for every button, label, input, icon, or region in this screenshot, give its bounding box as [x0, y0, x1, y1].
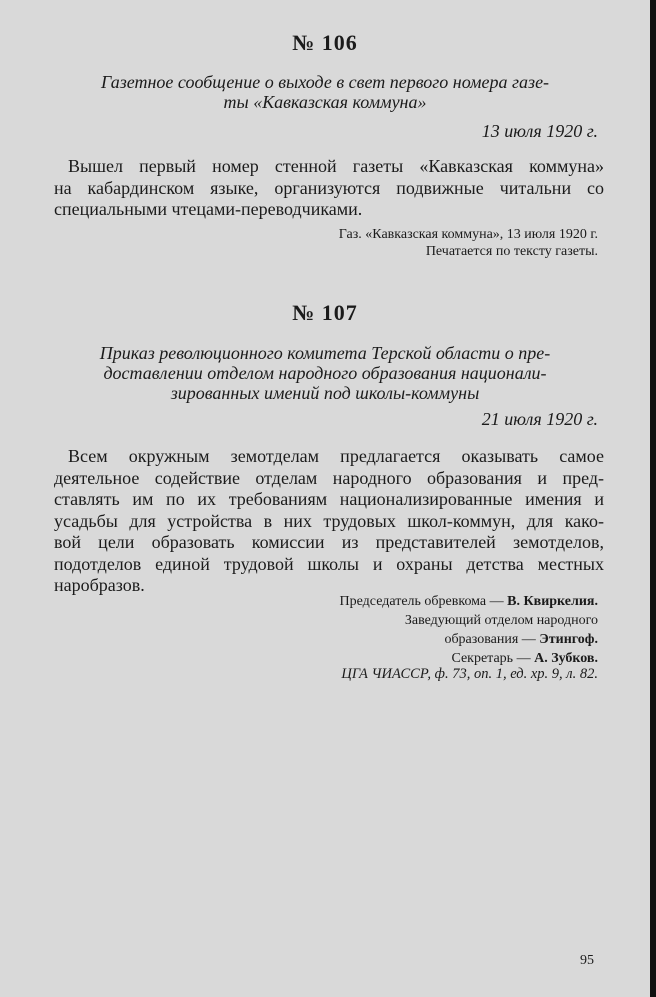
- page-number: 95: [580, 953, 594, 968]
- doc-106-source-line-2: Печатается по тексту газеты.: [425, 244, 598, 259]
- doc-107-body-line-2: деятельное содействие отделам народного образования и пред-: [54, 467, 604, 488]
- signature-head-role-2: образования —: [444, 632, 536, 647]
- signature-head-name: Этингоф.: [539, 632, 598, 647]
- signature-secretary-name: А. Зубков.: [534, 651, 598, 666]
- doc-107-date: 21 июля 1920 г.: [481, 409, 598, 429]
- signature-secretary-role: Секретарь —: [451, 651, 531, 666]
- signature-chairman-role: Председатель обревкома —: [339, 594, 504, 609]
- doc-107-title-line-1: Приказ революционного комитета Терской области о пре-: [99, 343, 551, 363]
- doc-107-body-line-6: подотделов единой трудовой школы и охраны детства местных: [54, 553, 604, 574]
- doc-107-body-line-1: Всем окружным земотделам предлагается оказывать самое: [68, 446, 604, 466]
- doc-107-body-line-3: ставлять им по их требованиям национализированные имения и: [54, 489, 604, 509]
- doc-106-number: № 106: [292, 30, 358, 55]
- doc-106-body-line-1: Вышел первый номер стенной газеты «Кавказская коммуна»: [68, 156, 604, 176]
- doc-106-source-line-1: Газ. «Кавказская коммуна», 13 июля 1920 г.: [338, 227, 598, 242]
- doc-106-title: [0, 72, 650, 112]
- doc-106-date: 13 июля 1920 г.: [481, 121, 598, 141]
- doc-107-title-line-3: зированных имений под школы-коммуны: [170, 383, 480, 403]
- doc-107-body: [54, 446, 604, 597]
- signature-head: [340, 630, 598, 649]
- doc-106-body: [54, 156, 604, 221]
- doc-106-body-line-2: на кабардинском языке, организуются подвижные читальни со: [54, 177, 604, 198]
- doc-106-source: [339, 226, 598, 260]
- doc-106-title-line-2: ты «Кавказская коммуна»: [223, 92, 427, 112]
- signature-head-role-1: Заведующий отделом народного: [404, 613, 598, 628]
- doc-107-archive: ЦГА ЧИАССР, ф. 73, оп. 1, ед. хр. 9, л. 82.: [341, 666, 598, 682]
- doc-107-title-line-2: доставлении отделом народного образования национали-: [103, 363, 547, 383]
- signature-chairman-name: В. Квиркелия.: [507, 594, 598, 609]
- signature-chairman: [340, 592, 598, 611]
- doc-107-signatures: [340, 592, 598, 668]
- doc-106-body-line-3: специальными чтецами-переводчиками.: [54, 199, 363, 219]
- doc-107-body-line-7: наробразов.: [54, 575, 145, 595]
- doc-107-title: [0, 343, 650, 403]
- doc-107-number: № 107: [292, 300, 358, 325]
- doc-106-title-line-1: Газетное сообщение о выходе в свет первого номера газе-: [100, 72, 550, 92]
- signature-head-line-1: [340, 611, 598, 630]
- doc-107-body-line-4: усадьбы для устройства в них трудовых школ-коммун, для како-: [54, 510, 604, 531]
- doc-107-body-line-5: вой цели образовать комиссии из представителей земотделов,: [54, 532, 604, 552]
